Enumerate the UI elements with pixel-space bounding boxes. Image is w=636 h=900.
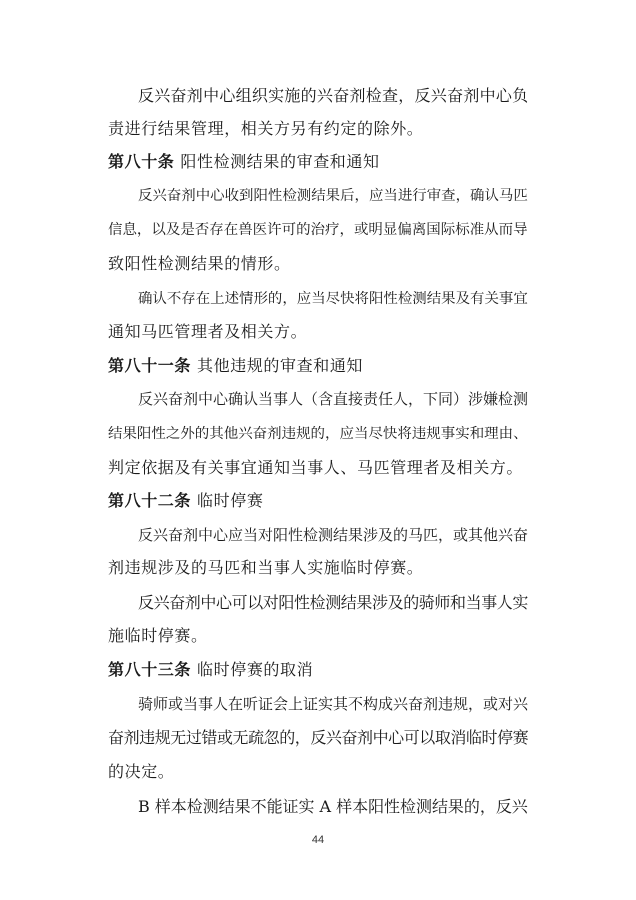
article-81-heading: [108, 356, 363, 376]
paragraph-line: 反兴奋剂中心组织实施的兴奋剂检查，反兴奋剂中心负: [138, 86, 529, 105]
article-number: 第八十一条: [108, 356, 192, 375]
paragraph-line: 的决定。: [108, 762, 175, 781]
article-80-heading: [108, 152, 380, 172]
paragraph-line: 信息，以及是否存在兽医许可的治疗，或明显偏离国际标准从而导: [108, 222, 528, 238]
paragraph-line: B 样本检测结果不能证实 A 样本阳性检测结果的，反兴: [138, 797, 528, 816]
article-title: 临时停赛的取消: [197, 660, 314, 679]
paragraph-line: 反兴奋剂中心确认当事人（含直接责任人，下同）涉嫌检测: [138, 390, 529, 408]
paragraph-line: 确认不存在上述情形的，应当尽快将阳性检测结果及有关事宜: [138, 291, 528, 307]
paragraph-line: 反兴奋剂中心可以对阳性检测结果涉及的骑师和当事人实: [138, 593, 529, 612]
article-82-heading: [108, 491, 263, 511]
paragraph-line: 骑师或当事人在听证会上证实其不构成兴奋剂违规，或对兴: [138, 695, 529, 713]
paragraph-line: 结果阳性之外的其他兴奋剂违规的，应当尽快将违规事实和理由、: [108, 426, 528, 442]
paragraph-line: 奋剂违规无过错或无疏忽的，反兴奋剂中心可以取消临时停赛: [108, 728, 529, 747]
paragraph-line: 通知马匹管理者及相关方。: [108, 322, 308, 341]
article-title: 临时停赛: [197, 491, 264, 510]
page-number: 44: [311, 834, 325, 846]
article-title: 阳性检测结果的审查和通知: [180, 152, 380, 171]
paragraph-line: 致阳性检测结果的情形。: [108, 254, 291, 273]
paragraph-line: 判定依据及有关事宜通知当事人、马匹管理者及相关方。: [108, 458, 524, 477]
paragraph-line: 反兴奋剂中心应当对阳性检测结果涉及的马匹，或其他兴奋: [138, 526, 529, 544]
article-83-heading: [108, 660, 313, 680]
paragraph-line: 剂违规涉及的马匹和当事人实施临时停赛。: [108, 558, 424, 577]
paragraph-line: 责进行结果管理，相关方另有约定的除外。: [108, 119, 424, 138]
paragraph-line: 施临时停赛。: [108, 626, 208, 645]
paragraph-line: 反兴奋剂中心收到阳性检测结果后，应当进行审查，确认马匹: [138, 188, 528, 204]
article-number: 第八十三条: [108, 660, 192, 679]
article-title: 其他违规的审查和通知: [197, 356, 364, 375]
article-number: 第八十条: [108, 152, 175, 171]
article-number: 第八十二条: [108, 491, 192, 510]
